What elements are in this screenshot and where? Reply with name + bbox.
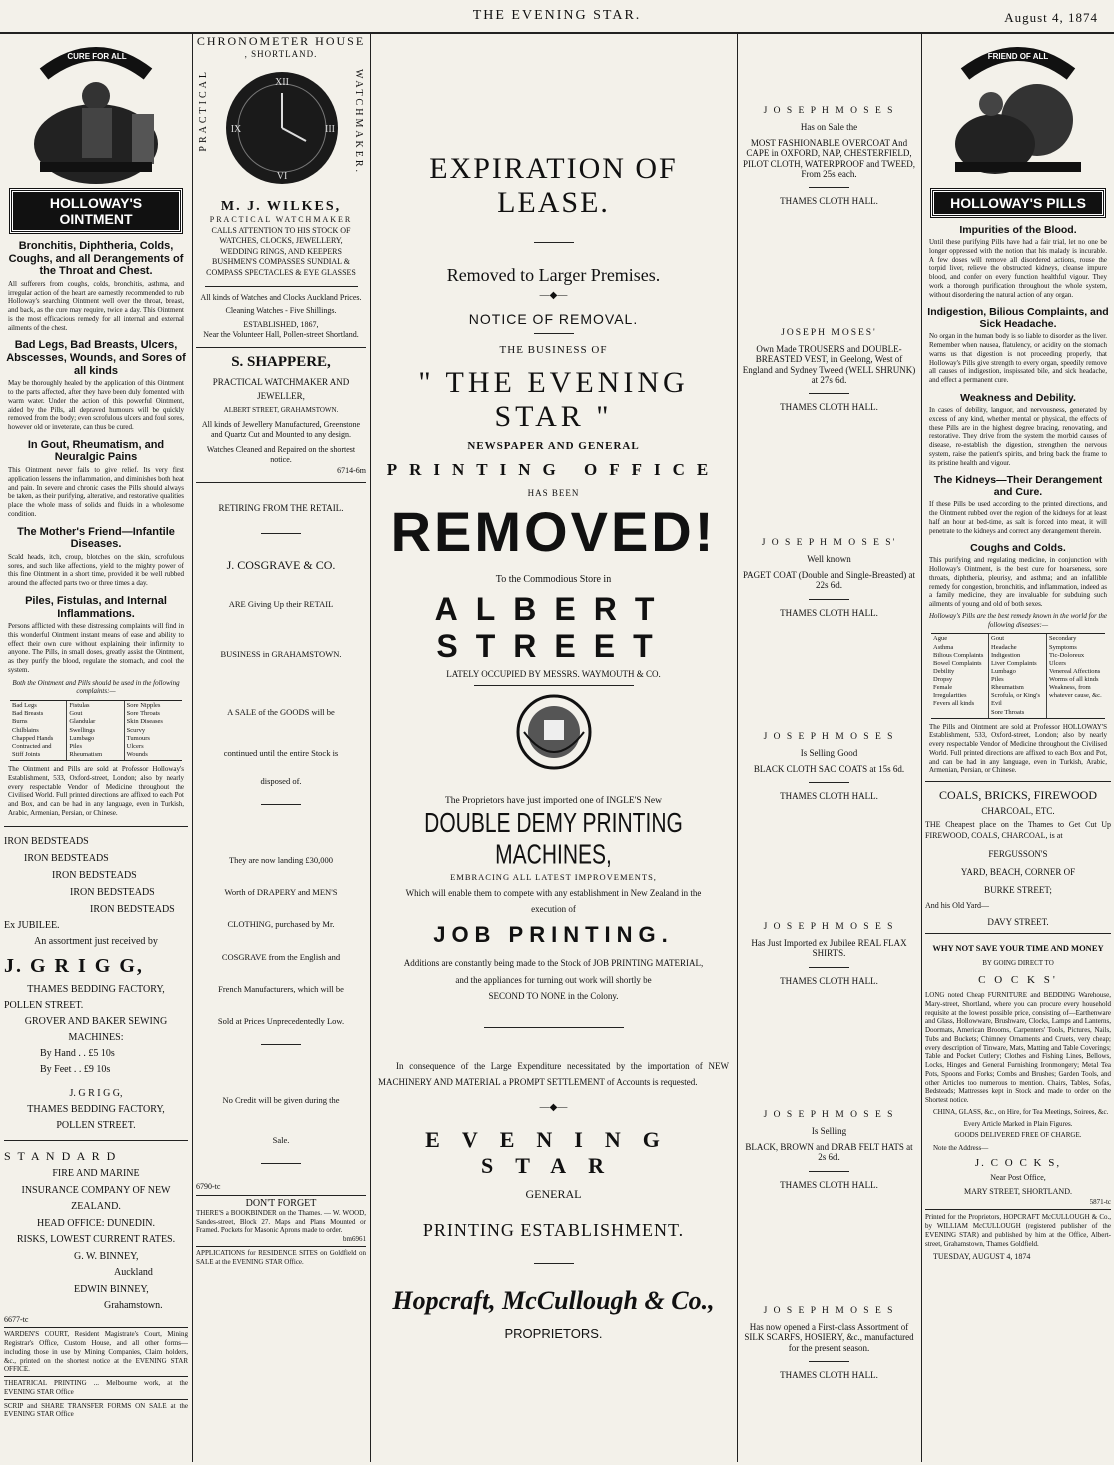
moses-ad-footer: THAMES CLOTH HALL. [780, 607, 878, 618]
bedsteads-line: IRON BEDSTEADS [4, 835, 89, 847]
cosgrave-line: CLOTHING, purchased by Mr. [227, 919, 335, 930]
practical-side-text: PRACTICAL [198, 69, 209, 152]
theatrical-printing-ad: THEATRICAL PRINTING ... Melbourne work, at the EVENING STAR Office [4, 1379, 188, 1396]
cosgrave-line: BUSINESS in GRAHAMSTOWN. [220, 649, 342, 660]
standard-line: Auckland [114, 1267, 153, 1279]
diamond-ornament: —◆— [539, 1102, 568, 1114]
grigg-line: MACHINES: [68, 1031, 124, 1043]
cosgrave-line: ARE Giving Up their RETAIL [228, 599, 334, 609]
cosgrave-body [196, 599, 366, 1164]
holloway-pills-banner: HOLLOWAY'S PILLS [931, 189, 1105, 217]
wilkes-made: All kinds of Watches and Clocks Auckland Prices. [200, 292, 362, 302]
dont-forget-heading: DON'T FORGET [245, 1197, 317, 1209]
moses-ad-heading: J O S E P H M O S E S' [761, 538, 897, 548]
moses-ad [741, 1110, 917, 1190]
shappere-ref: 6714-6m [337, 465, 366, 475]
left-column [4, 34, 188, 1462]
ointment-complaints-table [10, 700, 182, 761]
printer-imprint: Printed for the Proprietors, HOPCRAFT McCULLOUGH & Co., by WILLIAM McCULLOUGH (registered publisher of the EVENING STAR) and published by him at the Office, Albert-street, Grahamstown, Thames Goldfield. [925, 1213, 1111, 1248]
standard-ref: 6677-tc [4, 1314, 29, 1324]
section-body: Persons afflicted with these distressing complaints will find in this wonderful Ointment instant means of ease and ability to effect their own cure without explaining their infirmity to anyone. The Pills, in small doses, greatly assist the Ointment, as they purify the blood, regulate the stomach, and cool the system. [8, 622, 184, 674]
wardens-court-ad: WARDEN'S COURT, Resident Magistrate's Court, Mining Registrar's Office, Custom House, and all other forms—including those in use by Mining Companies, Claim holders, &c., printed on the shortest notice at the EVENING STAR OFFICE. [4, 1330, 188, 1374]
chronometer-sub: , SHORTLAND. [244, 49, 318, 59]
second-to-none-text: SECOND TO NONE in the Colony. [488, 991, 619, 1001]
business-heading: THE BUSINESS OF [499, 344, 608, 356]
wilkes-trade: PRACTICAL WATCHMAKER [209, 215, 353, 224]
complaint-list-column: Fistulas Gout Glandular Swellings Lumbago Piles Rheumatism [67, 701, 124, 760]
cosgrave-line: A SALE of the GOODS will be [227, 707, 335, 718]
section-heading: The Kidneys—Their Derangement and Cure. [933, 474, 1103, 499]
complaint-list-column: Bad Legs Bad Breasts Burns Chilblains Chapped Hands Contracted and Stiff Joints [10, 701, 67, 760]
cosgrave-line: COSGRAVE from the English and [221, 951, 341, 962]
column-rule [192, 34, 193, 1462]
grigg-line: An assortment just received by [34, 935, 158, 947]
moses-ad-divider [809, 393, 849, 394]
moses-ad-heading: J O S E P H M O S E S [763, 732, 895, 742]
standard-name: S T A N D A R D [4, 1148, 118, 1163]
svg-text:XII: XII [275, 77, 289, 88]
wilkes-name: M. J. WILKES, [220, 199, 342, 214]
complaint-list-column: Ague Asthma Bilious Complaints Bowel Complaints Debility Dropsy Female Irregularities Fevers all kinds [931, 634, 989, 717]
coals-heading: COALS, BRICKS, FIREWOOD [938, 788, 1097, 803]
bookbinder-ref: bm6961 [343, 1235, 366, 1244]
standard-line: G. W. BINNEY, [74, 1250, 139, 1262]
moses-ad-divider [809, 782, 849, 783]
moses-ad-subheading: Has on Sale the [800, 122, 858, 132]
moses-ad-heading: J O S E P H M O S E S [763, 1306, 895, 1316]
cocks-body: LONG noted Cheap FURNITURE and BEDDING Warehouse, Mary-street, Shortland, where you can procure every household requisite at the lowest possible price, consisting of—Earthenware and Glass, Hollowware, Brushware, Clocks, Lamps and Lanterns, Doormats, American Brooms, Carpenters' Tools, Pictures, Nails, Tubs and Buckets; Chimney Ornaments and Cruets, very cheap; every description of Tinware, Mats, Matting and Table Coverings; Table and Pocket Cutlery; Clothes and Fishing Lines, Bellows, Locks, Hinges and General Furnishing Ironmongery; Metal Tea Pots, Spoons and Forks; Combs and Brushes; Garden Tools, and other Articles too numerous to mention. Chairs, Tables, Sofas, Bedsteads; Mattresses kept in Stock and made to order on the Shortest notice. [925, 991, 1111, 1105]
ointment-badge: CURE FOR ALL [67, 52, 127, 61]
ointment-footer: The Ointment and Pills are sold at Professor Holloway's Establishment, 533, Oxford-street, London; also by nearly every respectable Vendor of Medicine throughout the Civilised World. Full printed directions are affixed to each Pot and Box, and can be had in any language, even in Turkish, Arabic, Armenian, Persian, or Chinese. [8, 765, 184, 817]
settlement-notice: In consequence of the Large Expenditure necessitated by the importation of NEW MACHINERY AND MATERIAL a PROMPT SETTLEMENT of Accounts is requested. [378, 1061, 729, 1088]
hopcraft-signature: Hopcraft, McCullough & Co., [392, 1286, 715, 1316]
retiring-heading: RETIRING FROM THE RETAIL. [218, 503, 344, 513]
section-heading: Piles, Fistulas, and Internal Inflammations. [25, 594, 167, 620]
ointment-sections [4, 240, 188, 675]
moses-ad-body: Own Made TROUSERS and DOUBLE-BREASTED VEST, in Geelong, West of England and Sydney Tweed (WELL SHRUNK) at 27s 6d. [742, 344, 916, 386]
column-rule [737, 34, 738, 1462]
shappere-name: S. SHAPPERE, [231, 353, 331, 370]
moses-ad-footer: THAMES CLOTH HALL. [780, 791, 878, 802]
grigg-signature: THAMES BEDDING FACTORY, [27, 1103, 165, 1115]
pills-badge: FRIEND OF ALL [987, 52, 1049, 61]
moses-ad-body: BLACK CLOTH SAC COATS at 15s 6d. [753, 764, 905, 774]
section-heading: Weakness and Debility. [960, 391, 1076, 404]
moses-ad-body: MOST FASHIONABLE OVERCOAT And CAPE in OXFORD, NAP, CHESTERFIELD, PILOT CLOTH, WATERPROOF and TWEED, From 25s each. [743, 138, 915, 180]
plain-figures-text: Every Article Marked in Plain Figures. [963, 1119, 1073, 1128]
standard-line: INSURANCE COMPANY OF NEW [21, 1184, 171, 1196]
notice-heading: NOTICE OF REMOVAL. [468, 311, 639, 327]
grigg-line: GROVER AND BAKER SEWING [24, 1015, 168, 1027]
ointment-list-head: Both the Ointment and Pills should be used in the following complaints:— [12, 678, 180, 696]
compete-text: Which will enable them to compete with any establishment in New Zealand in the [405, 888, 702, 898]
column-rule [921, 34, 922, 1462]
standard-insurance-ad [4, 1147, 188, 1326]
moses-ad [741, 538, 917, 618]
section-body: Scald heads, itch, croup, blotches on the skin, scrofulous sores, and such like affections, yield to the mighty power of this fine Ointment in a short time, provided it be well rubbed around the affected parts two or three times a day. [8, 552, 184, 588]
moses-ad [741, 328, 917, 412]
shappere-address: ALBERT STREET, GRAHAMSTOWN. [223, 406, 339, 415]
moses-ad-divider [809, 1361, 849, 1362]
jcocks-signature: J. C O C K S, [974, 1156, 1062, 1169]
section-heading: In Gout, Rheumatism, and Neuralgic Pains [27, 438, 165, 464]
cosgrave-line: They are now landing £30,000 [228, 854, 334, 865]
complaint-list-column: Gout Headache Indigestion Liver Complaints Lumbago Piles Rheumatism Scrofula, or King's Evil Sore Throats [989, 634, 1047, 717]
section-body: This Ointment never fails to give relief. Its very first application lessens the inflammation, and diminishes both heat and pain. In severe and chronic cases the Pills should always be taken, as their purifying, alterative, and restorative qualities place the whole mass of solids and fluids in a wholesome condition. [8, 466, 184, 518]
moses-ad-heading: J O S E P H M O S E S [763, 106, 895, 116]
clock-icon [224, 63, 340, 193]
grigg-signature: POLLEN STREET. [56, 1119, 136, 1131]
standard-line: Grahamstown. [104, 1300, 163, 1312]
execution-text: execution of [531, 904, 576, 914]
moses-ad-body: Has now opened a First-class Assortment of SILK SCARFS, HOSIERY, &c., manufactured for the present season. [744, 1322, 914, 1353]
cocks-ref: 5871-tc [1089, 1197, 1111, 1206]
moses-ad-subheading: Is Selling [811, 1126, 847, 1136]
moses-ad-heading: J O S E P H M O S E S [763, 922, 895, 932]
masthead [0, 0, 1114, 32]
moses-ad-divider [809, 1171, 849, 1172]
double-demy-headline: DOUBLE DEMY PRINTING MACHINES, [424, 808, 683, 870]
moses-ad-subheading: Well known [807, 554, 851, 564]
cosgrave-line: No Credit will be given during the [222, 1095, 340, 1106]
moses-ad-body: Has Just Imported ex Jubilee REAL FLAX SHIRTS. [751, 938, 907, 959]
wilkes-cleaning: Cleaning Watches - Five Shillings. [225, 306, 337, 316]
masthead-date: August 4, 1874 [1004, 10, 1098, 25]
shappere-trade: PRACTICAL WATCHMAKER AND JEWELLER, [212, 376, 350, 401]
old-yard-text: And his Old Yard— [925, 900, 990, 910]
moses-column [741, 34, 917, 1462]
section-body: No organ in the human body is so liable to disorder as the liver. Remember when nausea, flatulency, or acidity on the stomach warns us that digestion is not proceeding properly, that Holloway's Pills give strength to every organ, speedily remove all causes of indigestion, inspissated bile, and sick headache, and effect a permanent cure. [929, 332, 1107, 385]
complaint-list-column: Secondary Symptoms Tic-Doloreux Ulcers Venereal Affections Worms of all kinds Weakness, from whatever cause, &c. [1049, 635, 1102, 700]
bedsteads-line: IRON BEDSTEADS [70, 886, 155, 898]
moses-ad-divider [809, 967, 849, 968]
bookbinder-ad: THERE'S a BOOKBINDER on the Thames. — W. WOOD, Sandes-street, Block 27. Maps and Plans Mounted or Framed. Pockets for Masonic Aprons made to order. [196, 1208, 366, 1235]
moses-ad-body: BLACK, BROWN and DRAB FELT HATS at 2s 6d. [745, 1142, 913, 1163]
fergusson-name: FERGUSSON'S [988, 848, 1048, 859]
wilkes-address: Near the Volunteer Hall, Pollen-street Shortland. [203, 330, 359, 340]
charcoal-heading: CHARCOAL, ETC. [981, 806, 1055, 817]
job-printing-headline: JOB PRINTING. [433, 922, 674, 947]
printing-office-heading: PRINTING OFFICE [386, 460, 721, 479]
moses-ad-subheading: Is Selling Good [800, 748, 858, 758]
has-been-heading: HAS BEEN [527, 488, 580, 498]
near-post-office-text: Near Post Office, [990, 1172, 1046, 1182]
wilkes-established: ESTABLISHED, 1867, [243, 319, 319, 329]
moses-ad [741, 922, 917, 986]
residence-sites-ad: APPLICATIONS for RESIDENCE SITES on Goldfield on SALE at the EVENING STAR Office. [196, 1248, 366, 1266]
delivered-free-text: GOODS DELIVERED FREE OF CHARGE. [954, 1131, 1082, 1140]
cosgrave-line: continued until the entire Stock is [223, 747, 339, 758]
chronometer-head: CHRONOMETER HOUSE [196, 34, 366, 48]
section-heading: Bad Legs, Bad Breasts, Ulcers, Abscesses, Wounds, and Sores of all kinds [6, 339, 186, 377]
section-body: In cases of debility, languor, and nervousness, generated by excess of any kind, whether mental or physical, the effects of these Pills are in the highest degree bracing, renovating, and restorative. They drive from the system the morbid causes of disease, re-establish the digestion, strengthen the nervous system, raise the patient's spirits, and bring back the frame to its pristine health and vigour. [929, 406, 1107, 467]
moses-ad-footer: THAMES CLOTH HALL. [780, 1179, 878, 1190]
grigg-ad [4, 918, 188, 1134]
newspaper-heading: NEWSPAPER AND GENERAL [467, 440, 640, 452]
moses-ad [741, 106, 917, 206]
holloway-ointment-banner: HOLLOWAY'S OINTMENT [10, 189, 182, 233]
masthead-title: THE EVENING STAR. [472, 8, 642, 23]
cosgrave-line: Sold at Prices Unprecedentedly Low. [217, 1015, 345, 1026]
china-text: CHINA, GLASS, &c., on Hire, for Tea Meetings, Soirees, &c. [933, 1107, 1109, 1116]
expiration-heading: EXPIRATION OF LEASE. [429, 152, 678, 219]
section-divider [261, 804, 301, 805]
watchmaker-side-text: WATCHMAKER. [353, 69, 364, 176]
burke-street-text: BURKE STREET; [984, 884, 1052, 895]
section-body: All sufferers from coughs, colds, bronchitis, asthma, and irregular action of the heart are earnestly recommended to rub Holloway's searching Ointment well over the throat, breast, and back, as the cure may require, twice a day. This Ointment is the most efficacious remedy for all internal and external ailments of the chest. [8, 279, 184, 332]
section-heading: The Mother's Friend—Infantile Diseases. [17, 525, 175, 551]
complaint-list-column: Sore Nipples Sore Throats Skin Diseases Scurvy Tumours Ulcers Wounds [126, 702, 163, 758]
moses-ad-divider [809, 599, 849, 600]
shappere-repairs: Watches Cleaned and Repaired on the shortest notice. [206, 444, 356, 465]
center-column [374, 34, 733, 1462]
bedsteads-ad [4, 833, 188, 918]
bedsteads-line: IRON BEDSTEADS [24, 852, 109, 864]
davy-street-text: DAVY STREET. [987, 917, 1049, 928]
lately-occupied-text: LATELY OCCUPIED BY MESSRS. WAYMOUTH & CO. [446, 669, 661, 679]
printing-establishment-heading: PRINTING ESTABLISHMENT. [422, 1220, 685, 1241]
appliances-text: and the appliances for turning out work will shortly be [455, 975, 652, 985]
section-divider [261, 1163, 301, 1164]
moses-ad-body: PAGET COAT (Double and Single-Breasted) at 22s 6d. [742, 570, 916, 591]
cocks-name: C O C K S' [978, 974, 1058, 987]
section-body: If these Pills be used according to the printed directions, and the Ointment rubbed over the region of the kidneys for at least half an hour at bed-time, as salt is forced into meat, it will penetrate to the kidneys and correct any derangement therein. [929, 500, 1107, 535]
pills-footer: The Pills and Ointment are sold at Professor HOLLOWAY'S Establishment, 533, Oxford-street, London; also by nearly every respectable Vendor of Medicine throughout the Civilised World. Full printed directions are affixed to each Box and Pot, and can be had in any language, even in Turkish, Arabic, Armenian, Persian, or Chinese. [929, 722, 1107, 775]
grigg-line: Ex JUBILEE. [4, 919, 60, 931]
note-address-text: Note the Address— [933, 1144, 989, 1153]
evening-star-name: " THE EVENING STAR " [418, 366, 689, 433]
section-body: Until these purifying Pills have had a fair trial, let no one be longer oppressed with the notion that his malady is incurable. A few doses will remove all disordered actions, rouse the torpid liver, relieve the obstructed kidneys, cleanse impure blood, and confer on every function healthful vigour. They work a thorough purification throughout the whole system, without disordering the natural action of any organ. [929, 238, 1107, 299]
removed-headline: REMOVED! [390, 500, 717, 563]
grigg-price: By Feet . . £9 10s [40, 1063, 111, 1075]
grigg-line: POLLEN STREET. [4, 999, 84, 1011]
scrip-forms-ad: SCRIP and SHARE TRANSFER FORMS ON SALE at the EVENING STAR Office [4, 1401, 188, 1419]
why-not-heading: WHY NOT SAVE YOUR TIME AND MONEY [932, 943, 1104, 954]
standard-line: EDWIN BINNEY, [74, 1283, 149, 1295]
moses-ad-divider [809, 187, 849, 188]
standard-line: ZEALAND. [71, 1201, 121, 1213]
cosgrave-line: Worth of DRAPERY and MEN'S [224, 887, 338, 898]
section-body: This purifying and regulating medicine, in conjunction with Holloway's Ointment, is the best cure for hoarseness, sore throats, diphtheria, pleurisy, and asthma; and an infallible remedy for congestion, bronchitis, and inflammation, indeed as a family medicine, they are invaluable for subduing such ailments of young and old of both sexes. [929, 556, 1107, 609]
svg-text:IX: IX [230, 124, 242, 135]
cosgrave-line: Sale. [272, 1135, 290, 1146]
moses-ad-footer: THAMES CLOTH HALL. [780, 975, 878, 986]
moses-ad-footer: THAMES CLOTH HALL. [780, 402, 878, 413]
proprietors-imported-text: The Proprietors have just imported one of INGLE'S New [445, 796, 662, 806]
moses-ad [741, 1306, 917, 1380]
general-text: GENERAL [525, 1187, 582, 1202]
coat-of-arms-emblem [514, 692, 594, 772]
standard-line: RISKS, LOWEST CURRENT RATES. [16, 1234, 176, 1246]
mary-street-text: MARY STREET, SHORTLAND. [964, 1187, 1072, 1197]
pills-list-head: Holloway's Pills are the best remedy known in the world for the following diseases:— [928, 611, 1108, 629]
moses-ad-heading: J O S E P H M O S E S [763, 1110, 895, 1120]
pills-sections [925, 224, 1111, 609]
moses-ad [741, 732, 917, 801]
svg-text:III: III [325, 124, 335, 135]
section-heading: Impurities of the Blood. [959, 224, 1077, 236]
additions-text: Additions are constantly being made to the Stock of JOB PRINTING MATERIAL, [403, 958, 704, 968]
evening-star-footer-name: EVENING STAR [425, 1127, 682, 1179]
bedsteads-line: IRON BEDSTEADS [90, 903, 175, 915]
albert-street-headline: ALBERT STREET [434, 591, 673, 664]
imprint-dateline: TUESDAY, AUGUST 4, 1874 [933, 1252, 1031, 1262]
cosgrave-ref: 6790-tc [196, 1182, 221, 1192]
standard-line: FIRE AND MARINE [52, 1168, 140, 1180]
yard-text: YARD, BEACH, CORNER OF [960, 866, 1076, 877]
removed-larger-heading: Removed to Larger Premises. [446, 265, 661, 285]
grigg-line: THAMES BEDDING FACTORY, [27, 983, 165, 995]
moses-ad-heading: JOSEPH MOSES' [781, 328, 877, 338]
section-heading: Indigestion, Bilious Complaints, and Sick Headache. [927, 306, 1109, 331]
cheapest-text: THE Cheapest place on the Thames to Get Cut Up FIREWOOD, COALS, CHARCOAL, is at [925, 820, 1111, 840]
shappere-jewellery: All kinds of Jewellery Manufactured, Greenstone and Quartz Cut and Mounted to any design. [201, 420, 361, 440]
cosgrave-name: J. COSGRAVE & CO. [226, 558, 336, 572]
cosgrave-line: French Manufacturers, which will be [218, 983, 344, 994]
column-rule [370, 34, 371, 1462]
section-heading: Coughs and Colds. [970, 542, 1066, 555]
second-column [196, 34, 366, 1462]
section-body: May be thoroughly healed by the application of this Ointment to the parts affected, after they have been duly fomented with warm water. Under the action of this powerful Ointment, aided by the Pills, all depraved humours will be quickly removed from the body; even scrofulous ulcers and foul sores, however old or inveterate, can thus be cured. [8, 379, 184, 432]
grigg-name: J. G R I G G, [4, 954, 144, 977]
right-column [925, 34, 1111, 1462]
pills-diseases-table [931, 633, 1105, 718]
bedsteads-line: IRON BEDSTEADS [52, 869, 137, 881]
commodious-store-text: To the Commodious Store in [495, 574, 612, 585]
wilkes-stock: CALLS ATTENTION TO HIS STOCK OF WATCHES, CLOCKS, JEWELLERY, WEDDING RINGS, AND KEEPERS BUSHMEN'S COMPASSES SUNDIAL & COMPASS SPECTACLES & EYE GLASSES [206, 226, 356, 277]
grigg-price: By Hand . . £5 10s [40, 1047, 115, 1059]
going-direct-text: BY GOING DIRECT TO [982, 959, 1054, 968]
embracing-text: EMBRACING ALL LATEST IMPROVEMENTS, [450, 872, 657, 882]
section-heading: Bronchitis, Diphtheria, Colds, Coughs, and all Derangements of the Throat and Chest. [8, 240, 184, 278]
moses-ad-footer: THAMES CLOTH HALL. [780, 1370, 878, 1381]
grigg-signature: J. G R I G G, [69, 1087, 123, 1099]
proprietors-text: PROPRIETORS. [504, 1326, 603, 1342]
diamond-ornament: —◆— [539, 290, 568, 301]
moses-ad-footer: THAMES CLOTH HALL. [780, 196, 878, 207]
cosgrave-line: disposed of. [260, 775, 302, 786]
svg-text:VI: VI [276, 171, 288, 182]
section-divider [261, 1044, 301, 1045]
standard-line: HEAD OFFICE: DUNEDIN. [36, 1217, 156, 1229]
